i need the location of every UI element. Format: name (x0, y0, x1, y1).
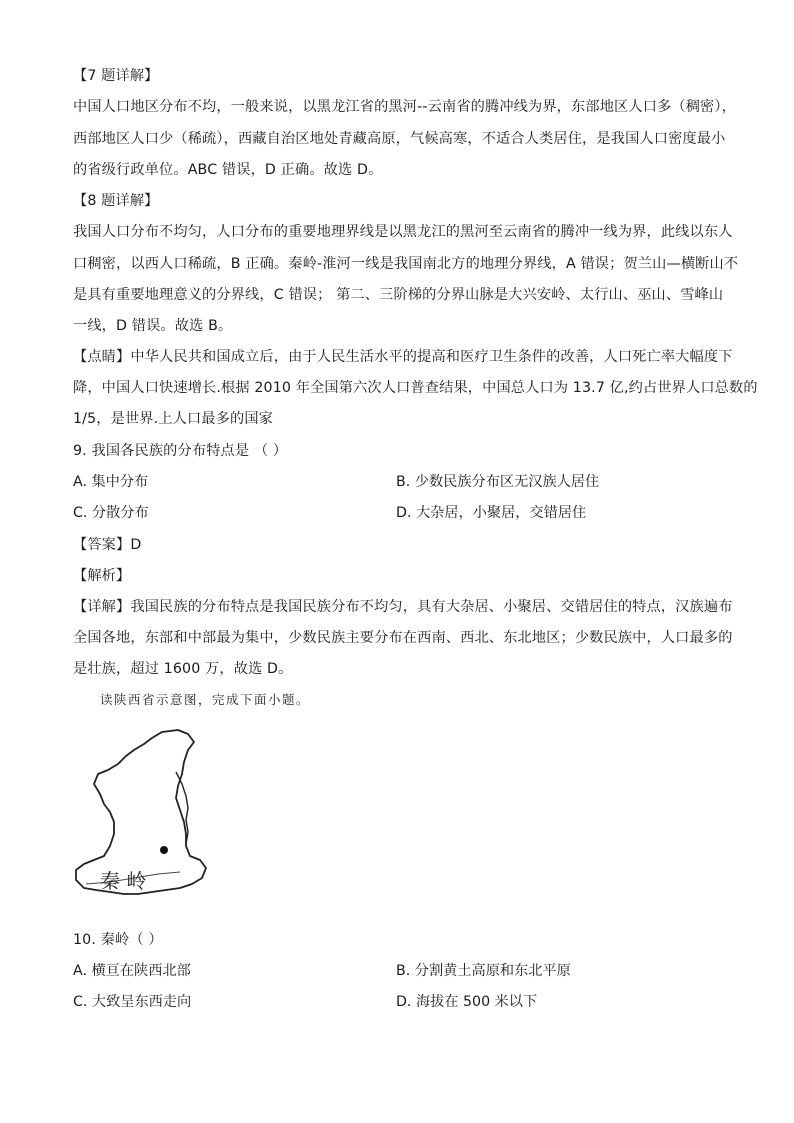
q8-text-line-1: 我国人口分布不均匀，人口分布的重要地理界线是以黑龙江的黑河至云南省的腾冲一线为界，此线以东人 (73, 224, 733, 240)
q8-text-line-3: 是具有重要地理意义的分界线，C 错误； 第二、三阶梯的分界山脉是大兴安岭、太行山、巫山、雪峰山 (73, 287, 724, 303)
q9-detail-line-1: 【详解】我国民族的分布特点是我国民族分布不均匀，具有大杂居、小聚居、交错居住的特点，汉族遍布 (73, 599, 733, 615)
q10-option-d: D. 海拔在 500 米以下 (396, 994, 538, 1010)
capital-dot (160, 846, 168, 854)
dianjing-line-3: 1/5，是世界.上人口最多的国家 (73, 411, 273, 427)
q9-stem: 9. 我国各民族的分布特点是 （ ） (73, 443, 288, 459)
q7-heading: 【7 题详解】 (73, 68, 159, 84)
q9-option-a: A. 集中分布 (73, 474, 149, 490)
q7-text-line-2: 西部地区人口少（稀疏），西藏自治区地处青藏高原，气候高寒，不适合人类居住，是我国人口密度最小 (73, 131, 726, 147)
q9-option-b: B. 少数民族分布区无汉族人居住 (396, 474, 600, 490)
qinling-label: 秦 岭 (100, 869, 147, 893)
q8-text-line-4: 一线，D 错误。故选 B。 (73, 318, 233, 334)
dianjing-line-1: 【点睛】中华人民共和国成立后，由于人民生活水平的提高和医疗卫生条件的改善，人口死亡率大幅度下 (73, 349, 733, 365)
shaanxi-map (70, 728, 210, 904)
q10-option-c: C. 大致呈东西走向 (73, 994, 192, 1010)
q9-answer: 【答案】D (73, 537, 142, 553)
q9-option-d: D. 大杂居，小聚居，交错居住 (396, 505, 587, 521)
q8-text-line-2: 口稠密，以西人口稀疏，B 正确。秦岭-淮河一线是我国南北方的地理分界线，A 错误；贺兰山—横断山不 (73, 256, 739, 272)
q8-heading: 【8 题详解】 (73, 193, 159, 209)
q9-detail-line-2: 全国各地，东部和中部最为集中，少数民族主要分布在西南、西北、东北地区；少数民族中，人口最多的 (73, 630, 733, 646)
map-instruction: 读陕西省示意图，完成下面小题。 (100, 692, 311, 707)
q10-option-a: A. 横亘在陕西北部 (73, 963, 191, 979)
q7-text-line-3: 的省级行政单位。ABC 错误，D 正确。故选 D。 (73, 162, 383, 178)
q10-stem: 10. 秦岭（ ） (73, 932, 163, 948)
q9-detail-line-3: 是壮族，超过 1600 万，故选 D。 (73, 661, 293, 677)
q9-analysis-heading: 【解析】 (73, 568, 131, 584)
q9-option-c: C. 分散分布 (73, 505, 149, 521)
dianjing-line-2: 降，中国人口快速增长.根据 2010 年全国第六次人口普查结果，中国总人口为 13.7 亿,约占世界人口总数的 (73, 380, 758, 396)
q10-option-b: B. 分割黄土高原和东北平原 (396, 963, 571, 979)
q7-text-line-1: 中国人口地区分布不均，一般来说，以黑龙江省的黑河--云南省的腾冲线为界，东部地区人口多（稠密）， (73, 99, 736, 115)
